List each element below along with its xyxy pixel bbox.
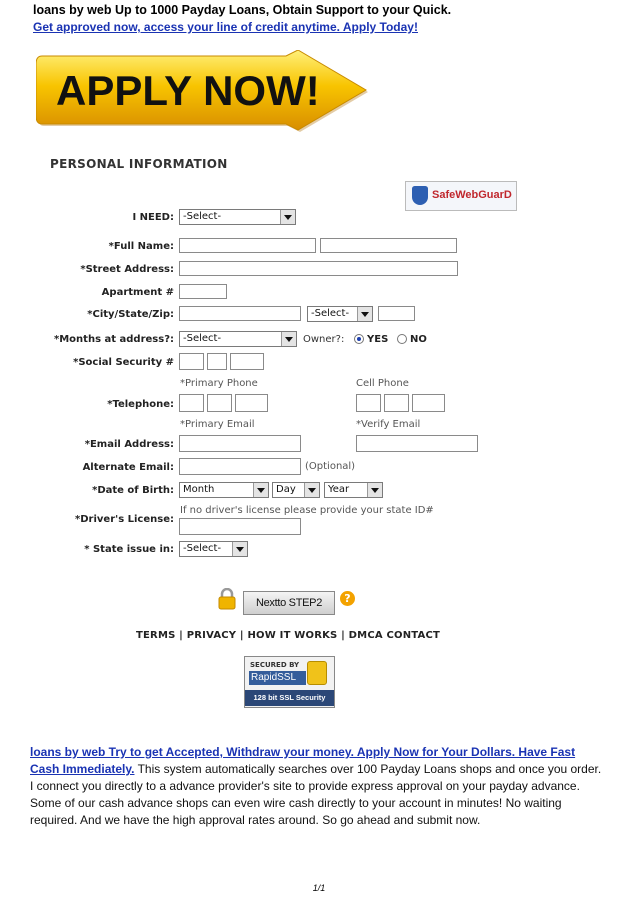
dob-year-select[interactable]: Year <box>324 482 383 498</box>
primary-phone-line-input[interactable] <box>235 394 268 412</box>
city-input[interactable] <box>179 306 301 321</box>
license-input[interactable] <box>179 518 301 535</box>
safewebguard-badge: SafeWebGuarD <box>405 181 517 211</box>
apartment-label: Apartment # <box>101 287 174 298</box>
owner-no-label: NO <box>410 334 427 345</box>
lock-icon <box>218 588 236 610</box>
email-input[interactable] <box>179 435 301 452</box>
shield-icon <box>412 186 428 205</box>
ssn-part3-input[interactable] <box>230 353 264 370</box>
chevron-down-icon <box>367 483 382 497</box>
primary-email-hint: *Primary Email <box>180 419 255 430</box>
padlock-icon <box>307 661 327 685</box>
months-label: *Months at address?: <box>54 334 174 345</box>
cell-phone-prefix-input[interactable] <box>384 394 409 412</box>
next-step-button[interactable]: Nextto STEP2 <box>243 591 335 615</box>
page-number: 1/1 <box>312 883 326 893</box>
owner-yes-radio[interactable] <box>354 334 364 344</box>
chevron-down-icon <box>304 483 319 497</box>
rapidssl-badge: SECURED BY RapidSSL 128 bit SSL Security <box>244 656 335 708</box>
i-need-select[interactable]: -Select- <box>179 209 296 225</box>
cell-phone-hint: Cell Phone <box>356 378 409 389</box>
last-name-input[interactable] <box>320 238 457 253</box>
cash-immediately-link[interactable]: loans by web Try to get Accepted, Withdraw your money. Apply Now for Your Dollars. Have Fast Cash Immediately. <box>30 745 576 776</box>
owner-yes-label: YES <box>367 334 389 345</box>
months-select[interactable]: -Select- <box>179 331 297 347</box>
chevron-down-icon <box>280 210 295 224</box>
primary-phone-area-input[interactable] <box>179 394 204 412</box>
license-label: *Driver's License: <box>75 514 174 525</box>
cell-phone-area-input[interactable] <box>356 394 381 412</box>
document-title: loans by web Up to 1000 Payday Loans, Obtain Support to your Quick. <box>33 3 452 17</box>
i-need-label: I NEED: <box>132 212 174 223</box>
ssn-part1-input[interactable] <box>179 353 204 370</box>
owner-label: Owner?: <box>303 334 345 345</box>
chevron-down-icon <box>232 542 247 556</box>
city-state-zip-label: *City/State/Zip: <box>87 309 174 320</box>
license-hint: If no driver's license please provide your state ID# <box>180 505 434 516</box>
help-icon[interactable]: ? <box>340 591 355 606</box>
body-paragraph: loans by web Try to get Accepted, Withdraw your money. Apply Now for Your Dollars. Have Fast Cash Immediately. This system automatically searches over 100 Payday Loans shops and once you order. I connect you directly to a advance provider's site to provide express approval on your payday advance. Some of our cash advance shops can even wire cash directly to your account in minutes! No waiting required. And we have the high approval rates around. So go ahead and submit now. <box>30 745 602 827</box>
ssn-label: *Social Security # <box>73 357 174 368</box>
footer-links[interactable]: TERMS | PRIVACY | HOW IT WORKS | DMCA CONTACT <box>136 630 441 641</box>
dob-month-select[interactable]: Month <box>179 482 269 498</box>
street-input[interactable] <box>179 261 458 276</box>
apartment-input[interactable] <box>179 284 227 299</box>
dob-day-select[interactable]: Day <box>272 482 320 498</box>
verify-email-input[interactable] <box>356 435 478 452</box>
primary-phone-hint: *Primary Phone <box>180 378 258 389</box>
ssn-part2-input[interactable] <box>207 353 227 370</box>
optional-hint: (Optional) <box>305 461 356 472</box>
verify-email-hint: *Verify Email <box>356 419 421 430</box>
alt-email-input[interactable] <box>179 458 301 475</box>
email-label: *Email Address: <box>84 439 174 450</box>
owner-no-radio[interactable] <box>397 334 407 344</box>
state-issue-select[interactable]: -Select- <box>179 541 248 557</box>
first-name-input[interactable] <box>179 238 316 253</box>
chevron-down-icon <box>281 332 296 346</box>
apply-today-link[interactable]: Get approved now, access your line of credit anytime. Apply Today! <box>33 20 418 34</box>
cell-phone-line-input[interactable] <box>412 394 445 412</box>
apply-now-text: APPLY NOW! <box>56 67 320 114</box>
chevron-down-icon <box>357 307 372 321</box>
chevron-down-icon <box>253 483 268 497</box>
street-label: *Street Address: <box>80 264 174 275</box>
full-name-label: *Full Name: <box>108 241 174 252</box>
zip-input[interactable] <box>378 306 415 321</box>
primary-phone-prefix-input[interactable] <box>207 394 232 412</box>
state-select[interactable]: -Select- <box>307 306 373 322</box>
dob-label: *Date of Birth: <box>92 485 174 496</box>
telephone-label: *Telephone: <box>107 399 174 410</box>
alt-email-label: Alternate Email: <box>82 462 174 473</box>
state-issue-label: * State issue in: <box>84 544 174 555</box>
apply-now-banner[interactable] <box>36 50 368 132</box>
section-title: PERSONAL INFORMATION <box>50 157 228 171</box>
